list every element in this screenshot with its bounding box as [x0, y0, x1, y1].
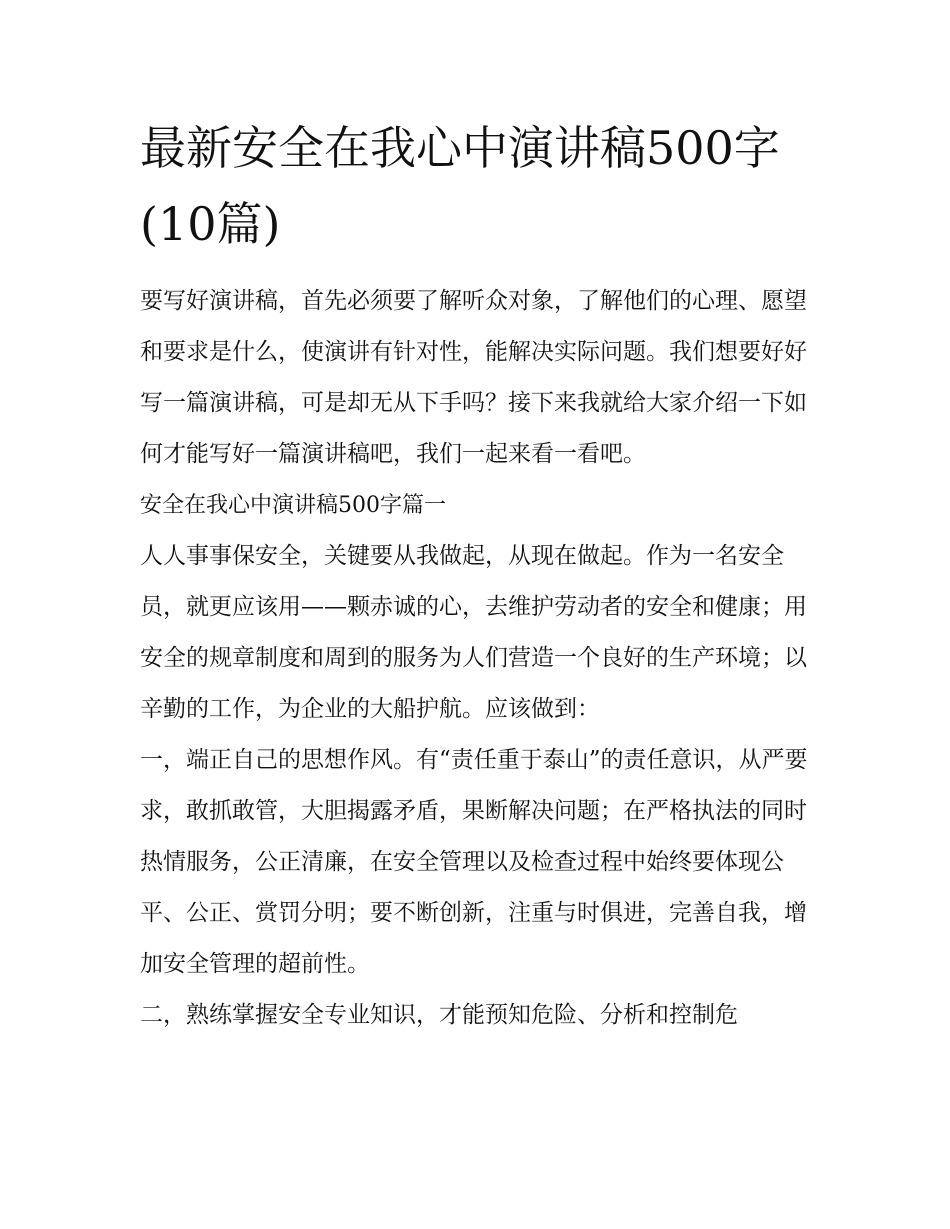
document-body: [140, 276, 820, 1041]
body-paragraph: 人人事事保安全，关键要从我做起，从现在做起。作为一名安全员，就更应该用——颗赤诚的心，去维护劳动者的安全和健康；用安全的规章制度和周到的服务为人们营造一个良好的生产环境；以辛勤的工作，为企业的大船护航。应该做到：: [140, 543, 807, 722]
body-paragraph: 一，端正自己的思想作风。有“责任重于泰山”的责任意识，从严要求，敢抓敢管，大胆揭露矛盾，果断解决问题；在严格执法的同时热情服务，公正清廉，在安全管理以及检查过程中始终要体现公平、公正、赏罚分明；要不断创新，注重与时俱进，完善自我，增加安全管理的超前性。: [140, 747, 808, 977]
section-heading: 安全在我心中演讲稿500字篇一: [140, 493, 446, 518]
body-paragraph: 二，熟练掌握安全专业知识，才能预知危险、分析和控制危: [140, 1002, 738, 1028]
document-title: 最新安全在我心中演讲稿500字(10篇): [140, 121, 780, 251]
intro-paragraph: 要写好演讲稿，首先必须要了解听众对象，了解他们的心理、愿望和要求是什么，使演讲有针对性，能解决实际问题。我们想要好好写一篇演讲稿，可是却无从下手吗？接下来我就给大家介绍一下如何才能写好一篇演讲稿吧，我们一起来看一看吧。: [140, 288, 807, 467]
